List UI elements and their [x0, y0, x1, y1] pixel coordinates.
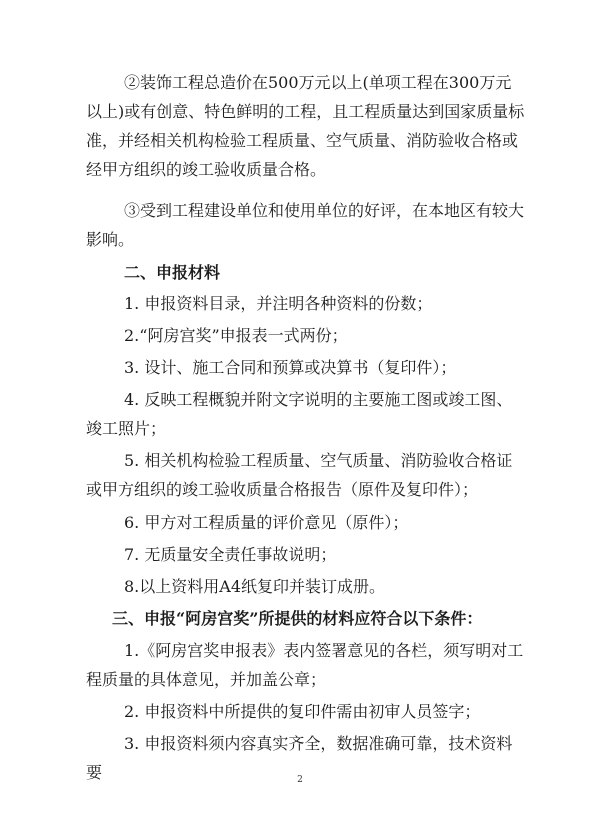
list-item-material-7: 7. 无质量安全责任事故说明； — [124, 545, 337, 564]
list-item-requirement-1: 1.《阿房宫奖申报表》表内签署意见的各栏，须写明对工程质量的具体意见，并加盖公章； — [86, 641, 524, 689]
list-item-requirement-3: 3. 申报资料须内容真实齐全，数据准确可靠，技术资料要 — [86, 734, 513, 782]
list-item-material-2: 2.“阿房宫奖”申报表一式两份； — [124, 326, 348, 345]
list-item-material-6: 6. 甲方对工程质量的评价意见（原件）； — [124, 513, 409, 532]
page-number: 2 — [297, 775, 303, 785]
paragraph-decoration-cost-criterion: ②装饰工程总造价在500万元以上(单项工程在300万元以上)或有创意、特色鲜明的工程，且工程质量达到国家质量标准，并经相关机构检验工程质量、空气质量、消防验收合格或经甲方组织的竣工验收质量合格。 — [86, 73, 525, 179]
paragraph-reputation-criterion: ③受到工程建设单位和使用单位的好评，在本地区有较大影响。 — [86, 201, 525, 249]
list-item-material-5: 5. 相关机构检验工程质量、空气质量、消防验收合格证或甲方组织的竣工验收质量合格报告（原件及复印件）； — [86, 451, 513, 499]
list-item-material-8: 8.以上资料用A4纸复印并装订成册。 — [124, 577, 386, 596]
list-item-material-4: 4. 反映工程概貌并附文字说明的主要施工图或竣工图、竣工照片； — [86, 390, 513, 438]
section-heading-application-materials: 二、申报材料 — [124, 263, 221, 282]
list-item-material-1: 1. 申报资料目录，并注明各种资料的份数； — [124, 294, 433, 313]
section-heading-material-requirements: 三、申报“阿房宫奖”所提供的材料应符合以下条件： — [112, 609, 483, 628]
list-item-requirement-2: 2. 申报资料中所提供的复印件需由初审人员签字； — [124, 702, 481, 721]
list-item-material-3: 3. 设计、施工合同和预算或决算书（复印件）； — [124, 358, 457, 377]
